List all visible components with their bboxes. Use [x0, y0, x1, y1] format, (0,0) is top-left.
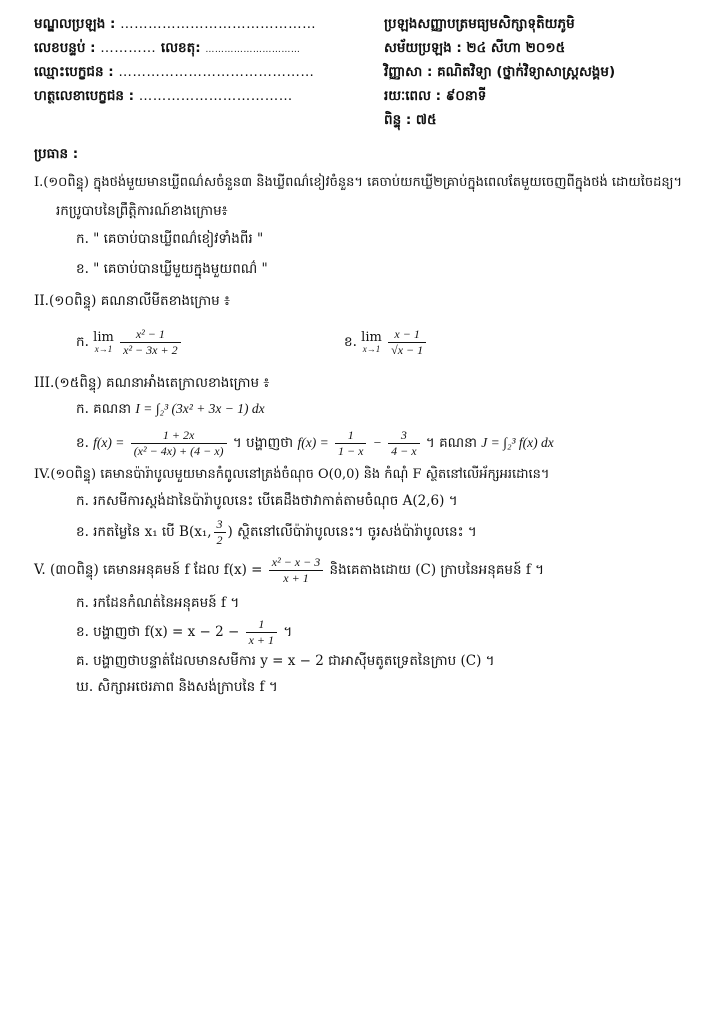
q4-b-numerator: 3 [214, 517, 226, 533]
q5-intro-post: និងគេតាងដោយ (C) ក្រាបនៃអនុគមន៍ f ។ [329, 562, 545, 578]
exam-duration: រយៈពេល : ៩០នាទី [384, 88, 487, 104]
q2-b-numerator: x − 1 [388, 327, 426, 343]
q5-intro [34, 552, 544, 588]
q3-a-integral: I = ∫₂³ (3x² + 3x − 1) dx [135, 401, 265, 416]
q5-part-a: ក. រកដែនកំណត់នៃអនុគមន៍ f ។ [76, 595, 240, 611]
q2-b-fraction [388, 327, 426, 358]
q3-b-frac1 [335, 428, 366, 459]
subject-label: ប្រធាន : [34, 146, 79, 162]
q2-b-label: ខ. [344, 334, 357, 350]
q5-b-post: ។ [283, 624, 293, 640]
q2-a-denominator: x² − 3x + 2 [123, 343, 178, 357]
q4-b-pre: ខ. រកតម្លៃនៃ x₁ បើ B(x₁, [76, 524, 212, 540]
q2-b-limit [361, 331, 382, 354]
q5-b-numerator: 1 [246, 617, 277, 633]
exam-title: ប្រឡងសញ្ញាបត្រមធ្យមសិក្សាទុតិយភូមិ [384, 16, 575, 32]
q3-b-numerator: 1 + 2x [131, 428, 227, 444]
q1-intro: I.(១០ពិន្ទុ) ក្នុងថង់មួយមានឃ្លីពណ៌សចំនួន៣ និងឃ្លីពណ៌ខៀវចំនួន។ គេចាប់យកឃ្លី២គ្រាប់ក្នុងពេលតែមួយចេញពីក្នុងថង់ ដោយចៃដន្យ។ [34, 175, 683, 190]
q2-a-fraction [120, 327, 180, 358]
q4-b-fraction [214, 517, 226, 548]
q3-part-a [76, 398, 265, 420]
room-label: លេខបន្ទប់ : [34, 40, 96, 56]
q4-part-a: ក. រកសមីការស្តង់ដានៃប៉ារ៉ាបូលនេះ បើគេដឹងថាវាកាត់តាមចំណុច A(2,6) ។ [76, 493, 458, 509]
q3-b-f: f(x) = [93, 435, 125, 450]
signature-label: ហត្ថលេខាបេក្ខជន : [34, 88, 135, 104]
q2-a-numerator: x² − 1 [120, 327, 180, 343]
q5-b-pre: ខ. បង្ហាញថា f(x) = x − 2 − [76, 624, 240, 640]
exam-score: ពិន្ទុ : ៧៥ [384, 112, 437, 128]
q3-b-show: ។ បង្ហាញថា [232, 435, 294, 451]
q2-part-a [76, 322, 183, 362]
candidate-name-dots: …………………………………… [118, 64, 315, 80]
exam-center-field [34, 13, 316, 35]
q5-intro-fraction [269, 555, 323, 586]
exam-center-label: មណ្ឌលប្រឡង : [34, 16, 116, 32]
q4-intro: IV.(១០ពិន្ទុ) គេមានប៉ារ៉ាបូលមួយមានកំពូលនៅត្រង់ចំណុច O(0,0) និង កំណុំ F ស្ថិតនៅលើអ័ក្សអរដោនេ។ [34, 467, 550, 482]
q2-a-label: ក. [76, 334, 89, 350]
q2-a-limit [93, 331, 114, 354]
q5-b-fraction [246, 617, 277, 648]
desk-label: លេខតុ: [160, 40, 201, 56]
q3-b-frac1-den: 1 − x [337, 444, 364, 458]
q3-a-text: ក. គណនា [76, 401, 132, 417]
q5-part-b [76, 614, 292, 650]
q3-b-frac2-num: 3 [388, 428, 419, 444]
q4-part-b [76, 514, 477, 550]
room-field [34, 37, 300, 61]
q3-b-calc: ។ គណនា [425, 435, 477, 451]
q3-b-label: ខ. [76, 435, 89, 451]
exam-subject: វិញ្ញាសា : គណិតវិទ្យា (ថ្នាក់វិទ្យាសាស្ត្រសង្គម) [384, 64, 616, 80]
q3-b-frac2-den: 4 − x [391, 444, 417, 458]
room-dots: ………… [100, 40, 157, 56]
q3-b-frac1-num: 1 [335, 428, 366, 444]
desk-dots: ………………………… [205, 45, 301, 55]
q5-part-d: ឃ. សិក្សាអថេរភាព និងសង់ក្រាបនៃ f ។ [76, 679, 278, 695]
lim-sub: x→1 [94, 344, 113, 354]
q5-intro-pre: V. (៣០ពិន្ទុ) គេមានអនុគមន៍ f ដែល f(x) = [34, 562, 263, 578]
q3-b-J: J = ∫₂³ f(x) dx [481, 435, 554, 450]
q2-b-denominator: √x − 1 [391, 343, 424, 357]
q4-b-denominator: 2 [216, 533, 223, 547]
q3-b-denominator: (x² − 4x) + (4 − x) [133, 444, 224, 458]
signature-field [34, 85, 293, 107]
q3-b-frac2 [388, 428, 419, 459]
exam-session: សម័យប្រឡង : ២៤ សីហា ២០១៥ [384, 40, 566, 56]
q3-b-fraction [131, 428, 227, 459]
q5-intro-numerator: x² − x − 3 [269, 555, 323, 571]
q3-part-b [76, 425, 554, 461]
lim-word: lim [361, 330, 382, 345]
candidate-name-label: ឈ្មោះបេក្ខជន : [34, 64, 114, 80]
q4-b-post: ) ស្ថិតនៅលើប៉ារ៉ាបូលនេះ។ ចូរសង់ប៉ារ៉ាបូលនេះ ។ [227, 524, 477, 540]
lim-sub: x→1 [362, 344, 381, 354]
q1-intro2: រកប្រូបាបនៃព្រឹត្តិការណ៍ខាងក្រោម៖ [56, 203, 228, 219]
exam-center-dots: …………………………………… [120, 16, 317, 32]
lim-word: lim [93, 330, 114, 345]
q3-b-f2: f(x) = [297, 435, 329, 450]
signature-dots: …………………………… [138, 88, 293, 104]
q3-intro: III.(១៥ពិន្ទុ) គណនាអាំងតេក្រាលខាងក្រោម ៖ [34, 375, 270, 391]
q5-part-c: គ. បង្ហាញថាបន្ទាត់ដែលមានសមីការ y = x − 2 ជាអាស៊ីមតូតទ្រេតនៃក្រាប (C) ។ [76, 653, 495, 669]
q5-intro-denominator: x + 1 [283, 571, 309, 585]
q5-b-denominator: x + 1 [248, 633, 275, 647]
q2-intro: II.(១០ពិន្ទុ) គណនាលីមីតខាងក្រោម ៖ [34, 293, 230, 309]
q3-b-minus: − [372, 435, 382, 450]
q1-part-b: ខ. " គេចាប់បានឃ្លីមួយក្នុងមួយពណ៌ " [76, 261, 268, 277]
q1-part-a: ក. " គេចាប់បានឃ្លីពណ៌ខៀវទាំងពីរ " [76, 231, 264, 247]
q2-part-b [344, 322, 428, 362]
candidate-name-field [34, 61, 314, 83]
